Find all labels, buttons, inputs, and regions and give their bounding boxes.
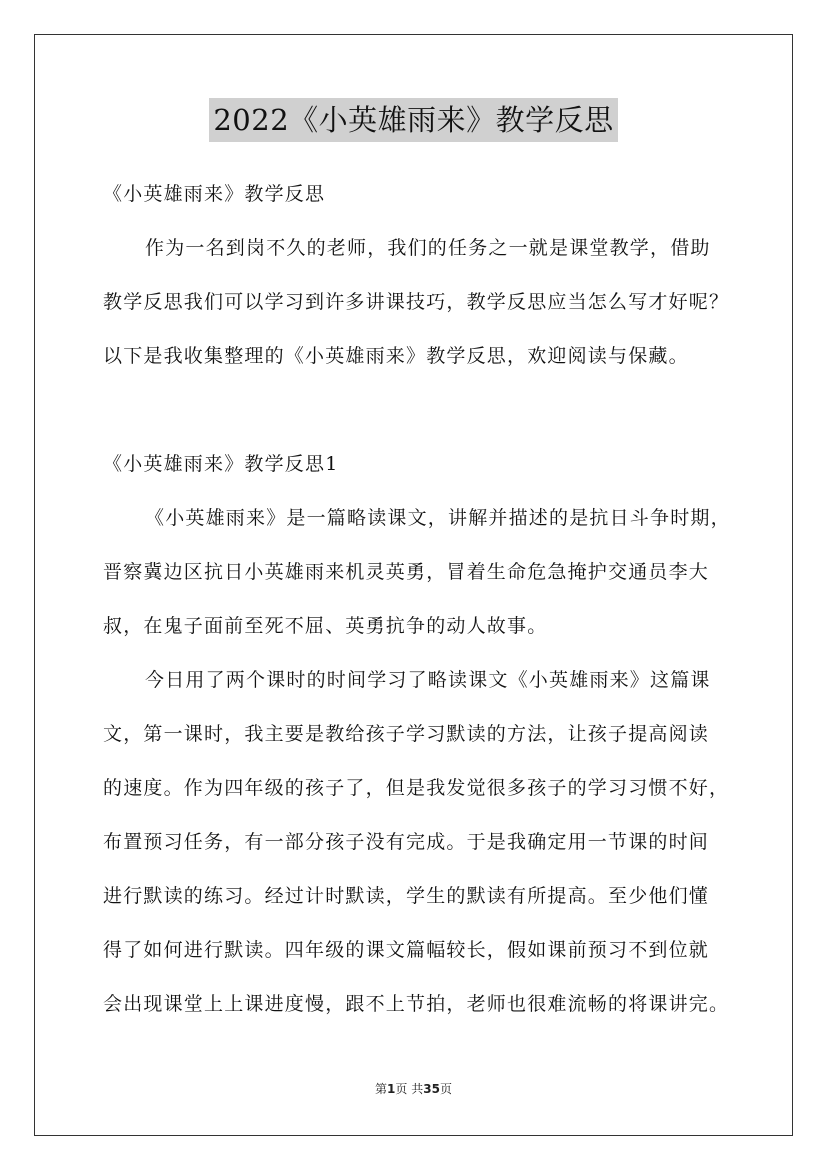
- title-container: [0, 98, 827, 142]
- paragraph-line: 的速度。作为四年级的孩子了，但是我发觉很多孩子的学习习惯不好，: [103, 777, 730, 799]
- section-heading: 《小英雄雨来》教学反思1: [103, 453, 339, 475]
- paragraph-line: 今日用了两个课时的时间学习了略读课文《小英雄雨来》这篇课: [145, 669, 711, 691]
- page-total: 35: [423, 1082, 440, 1096]
- paragraph-line: 叔，在鬼子面前至死不屈、英勇抗争的动人故事。: [103, 615, 548, 637]
- paragraph-line: 会出现课堂上上课进度慢，跟不上节拍，老师也很难流畅的将课讲完。: [103, 993, 730, 1015]
- paragraph-line: 《小英雄雨来》是一篇略读课文，讲解并描述的是抗日斗争时期，: [145, 507, 731, 529]
- document-title: 2022《小英雄雨来》教学反思: [209, 98, 617, 142]
- intro-line: 作为一名到岗不久的老师，我们的任务之一就是课堂教学，借助: [145, 237, 711, 259]
- paragraph-line: 晋察冀边区抗日小英雄雨来机灵英勇，冒着生命危急掩护交通员李大: [103, 561, 710, 583]
- paragraph-line: 文，第一课时，我主要是教给孩子学习默读的方法，让孩子提高阅读: [103, 723, 710, 745]
- paragraph-line: 布置预习任务，有一部分孩子没有完成。于是我确定用一节课的时间: [103, 831, 710, 853]
- intro-line: 教学反思我们可以学习到许多讲课技巧，教学反思应当怎么写才好呢？: [103, 291, 730, 313]
- paragraph-line: 进行默读的练习。经过计时默读，学生的默读有所提高。至少他们懂: [103, 885, 710, 907]
- page-prefix: 第: [375, 1082, 388, 1096]
- subtitle: 《小英雄雨来》教学反思: [103, 183, 326, 205]
- page-footer: [0, 1080, 827, 1097]
- page-mid: 页 共: [395, 1082, 424, 1096]
- intro-line: 以下是我收集整理的《小英雄雨来》教学反思，欢迎阅读与保藏。: [103, 345, 689, 367]
- paragraph-line: 得了如何进行默读。四年级的课文篇幅较长，假如课前预习不到位就: [103, 939, 710, 961]
- page-suffix: 页: [439, 1082, 452, 1096]
- page-current: 1: [387, 1082, 396, 1096]
